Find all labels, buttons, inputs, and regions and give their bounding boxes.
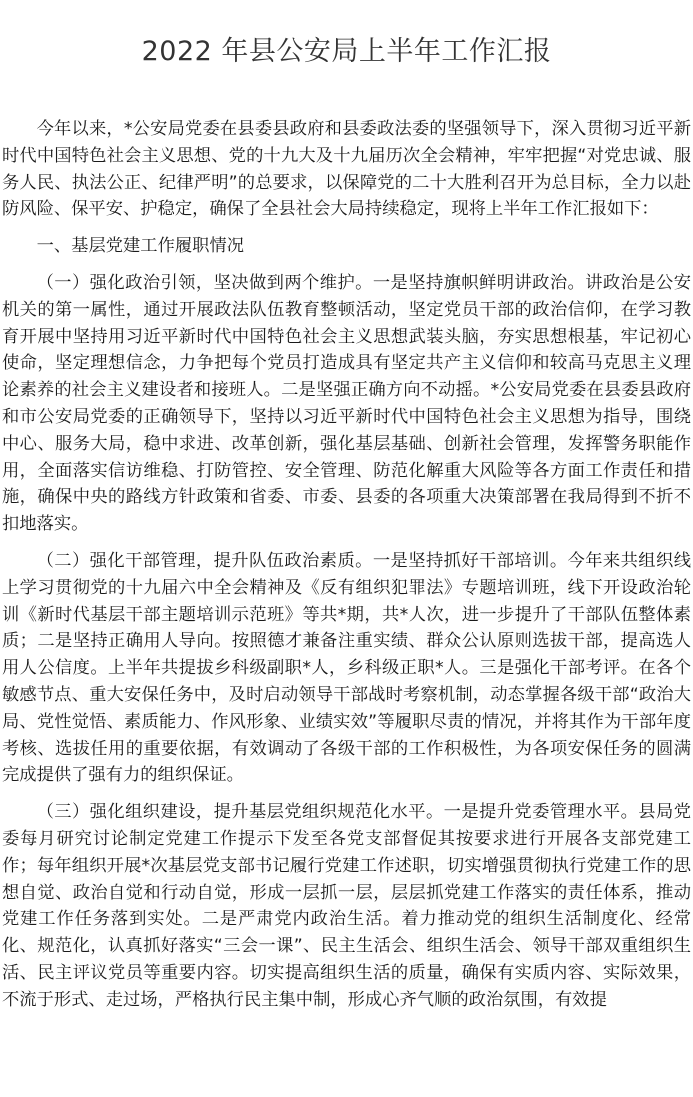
document-title: 2022 年县公安局上半年工作汇报 [141, 36, 552, 67]
document-body [2, 116, 691, 1014]
section-paragraph-3: （三）强化组织建设，提升基层党组织规范化水平。一是提升党委管理水平。县局党委每月研究讨论制定党建工作提示下发至各党支部督促其按要求进行开展各支部党建工作；每年组织开展*次基层党支部书记履行党建工作述职，切实增强贯彻执行党建工作的思想自觉、政治自觉和行动自觉，形成一层抓一层，层层抓党建工作落实的责任体系，推动党建工作任务落到实处。二是严肃党内政治生活。着力推动党的组织生活制度化、经常化、规范化，认真抓好落实“三会一课”、民主生活会、组织生活会、领导干部双重组织生活、民主评议党员等重要内容。切实提高组织生活的质量，确保有实质内容、实际效果，不流于形式、走过场，严格执行民主集中制，形成心齐气顺的政治氛围，有效提 [2, 802, 691, 1010]
section-heading: 一、基层党建工作履职情况 [36, 236, 244, 257]
section-paragraph-2: （二）强化干部管理，提升队伍政治素质。一是坚持抓好干部培训。今年来共组织线上学习贯彻党的十九届六中全会精神及《反有组织犯罪法》专题培训班，线下开设政治轮训《新时代基层干部主题培训示范班》等共*期，共*人次，进一步提升了干部队伍整体素质；二是坚持正确用人导向。按照德才兼备注重实绩、群众公认原则选拔干部，提高选人用人公信度。上半年共提拔乡科级副职*人，乡科级正职*人。三是强化干部考评。在各个敏感节点、重大安保任务中，及时启动领导干部战时考察机制，动态掌握各级干部“政治大局、党性觉悟、素质能力、作风形象、业绩实效”等履职尽责的情况，并将其作为干部年度考核、选拔任用的重要依据，有效调动了各级干部的工作积极性，为各项安保任务的圆满完成提供了强有力的组织保证。 [2, 550, 691, 786]
section-paragraph-1: （一）强化政治引领，坚决做到两个维护。一是坚持旗帜鲜明讲政治。讲政治是公安机关的第一属性，通过开展政法队伍教育整顿活动，坚定党员干部的政治信仰，在学习教育开展中坚持用习近平新时代中国特色社会主义思想武装头脑，夯实思想根基，牢记初心使命，坚定理想信念，力争把每个党员打造成具有坚定共产主义信仰和较高马克思主义理论素养的社会主义建设者和接班人。二是坚强正确方向不动摇。*公安局党委在县委县政府和市公安局党委的正确领导下，坚持以习近平新时代中国特色社会主义思想为指导，围绕中心、服务大局，稳中求进、改革创新，强化基层基础、创新社会管理，发挥警务职能作用，全面落实信访维稳、打防管控、安全管理、防范化解重大风险等各方面工作责任和措施，确保中央的路线方针政策和省委、市委、县委的各项重大决策部署在我局得到不折不扣地落实。 [2, 272, 691, 535]
intro-paragraph: 今年以来，*公安局党委在县委县政府和县委政法委的坚强领导下，深入贯彻习近平新时代中国特色社会主义思想、党的十九大及十九届历次全会精神，牢牢把握“对党忠诚、服务人民、执法公正、纪律严明”的总要求，以保障党的二十大胜利召开为总目标，全力以赴防风险、保平安、护稳定，确保了全县社会大局持续稳定，现将上半年工作汇报如下： [2, 119, 691, 220]
